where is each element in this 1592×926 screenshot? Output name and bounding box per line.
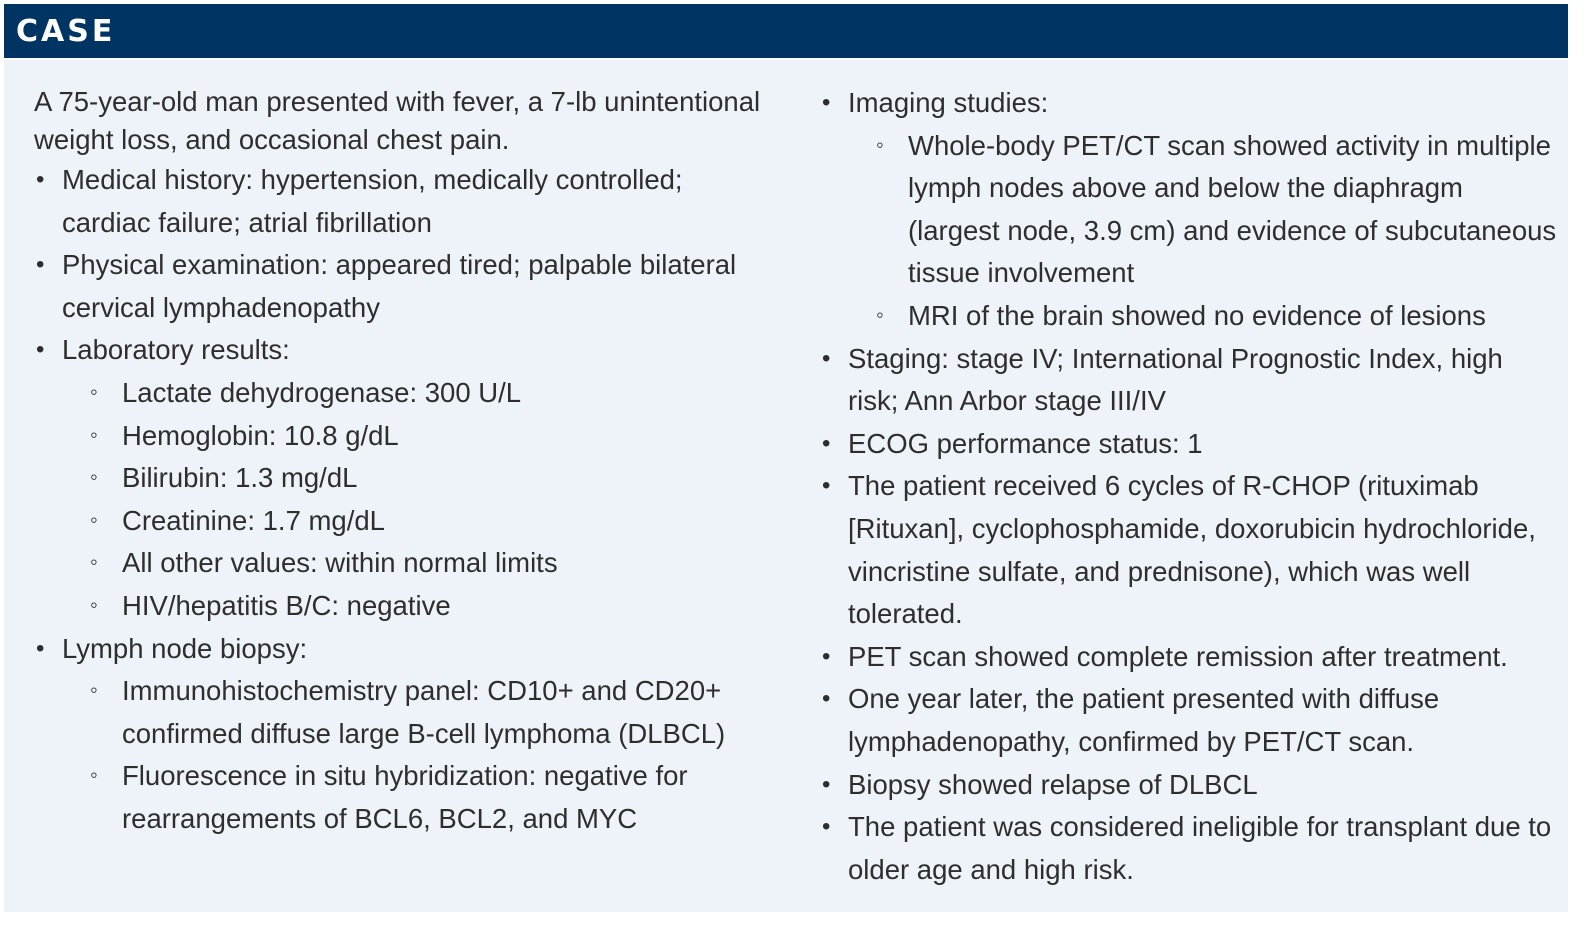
circle-bullet-icon: ◦ (90, 464, 98, 490)
bullet-icon: • (36, 251, 45, 279)
circle-bullet-icon: ◦ (90, 677, 98, 703)
list-item: • The patient received 6 cycles of R-CHOP (rituximab [Rituxan], cyclophosphamide, doxorubicin hydrochloride, vincristine sulfate, and prednisone), which was well tolerated. (818, 465, 1558, 635)
bullet-icon: • (36, 166, 45, 193)
sub-list-item: ◦ All other values: within normal limits (32, 542, 772, 585)
bullet-icon: • (822, 770, 831, 798)
sub-list-item: ◦ HIV/hepatitis B/C: negative (32, 585, 772, 628)
list-item: • ECOG performance status: 1 (818, 423, 1558, 466)
bullet-icon: • (822, 89, 831, 116)
list-item: • One year later, the patient presented with diffuse lymphadenopathy, confirmed by PET/CT scan. (818, 678, 1558, 763)
sub-list-item: ◦ MRI of the brain showed no evidence of lesions (818, 295, 1558, 338)
right-list (818, 82, 1558, 891)
right-column (818, 82, 1558, 891)
list-item: • Biopsy showed relapse of DLBCL (818, 764, 1558, 807)
list-item: • Medical history: hypertension, medically controlled; cardiac failure; atrial fibrillation (32, 159, 772, 244)
sub-list-item: ◦ Lactate dehydrogenase: 300 U/L (32, 372, 772, 415)
list-item: • Laboratory results: (32, 329, 772, 372)
circle-bullet-icon: ◦ (90, 506, 98, 532)
case-body (4, 60, 1568, 912)
left-list (32, 159, 772, 841)
bullet-icon: • (822, 642, 831, 670)
circle-bullet-icon: ◦ (90, 378, 98, 404)
circle-bullet-icon: ◦ (90, 549, 98, 575)
sub-list-item: ◦ Immunohistochemistry panel: CD10+ and CD20+ confirmed diffuse large B-cell lymphoma (DLBCL) (32, 670, 772, 755)
circle-bullet-icon: ◦ (90, 762, 98, 788)
list-item: • Physical examination: appeared tired; palpable bilateral cervical lymphadenopathy (32, 244, 772, 329)
sub-list-item: ◦ Creatinine: 1.7 mg/dL (32, 500, 772, 543)
list-item: • PET scan showed complete remission after treatment. (818, 636, 1558, 679)
case-box (4, 4, 1588, 922)
list-item: • The patient was considered ineligible for transplant due to older age and high risk. (818, 806, 1558, 891)
list-item: • Imaging studies: (818, 82, 1558, 125)
bullet-icon: • (36, 336, 45, 364)
left-column (32, 82, 772, 841)
list-item: • Staging: stage IV; International Prognostic Index, high risk; Ann Arbor stage III/IV (818, 338, 1558, 423)
case-intro: A 75-year-old man presented with fever, a 7-lb unintentional weight loss, and occasional chest pain. (34, 86, 761, 155)
bullet-icon: • (822, 472, 831, 500)
sub-list-item: ◦ Fluorescence in situ hybridization: negative for rearrangements of BCL6, BCL2, and MYC (32, 755, 772, 840)
circle-bullet-icon: ◦ (876, 131, 884, 157)
bullet-icon: • (36, 634, 45, 662)
circle-bullet-icon: ◦ (90, 591, 98, 617)
bullet-icon: • (822, 344, 831, 372)
circle-bullet-icon: ◦ (90, 421, 98, 447)
list-item: • Lymph node biopsy: (32, 628, 772, 671)
case-title: CASE (16, 14, 116, 49)
sub-list-item: ◦ Whole-body PET/CT scan showed activity in multiple lymph nodes above and below the diaphragm (largest node, 3.9 cm) and evidence of subcutaneous tissue involvement (818, 125, 1558, 295)
bullet-icon: • (822, 813, 831, 841)
circle-bullet-icon: ◦ (876, 301, 884, 327)
bullet-icon: • (822, 429, 831, 457)
sub-list-item: ◦ Bilirubin: 1.3 mg/dL (32, 457, 772, 500)
bullet-icon: • (822, 685, 831, 713)
case-header (4, 4, 1568, 58)
sub-list-item: ◦ Hemoglobin: 10.8 g/dL (32, 415, 772, 458)
